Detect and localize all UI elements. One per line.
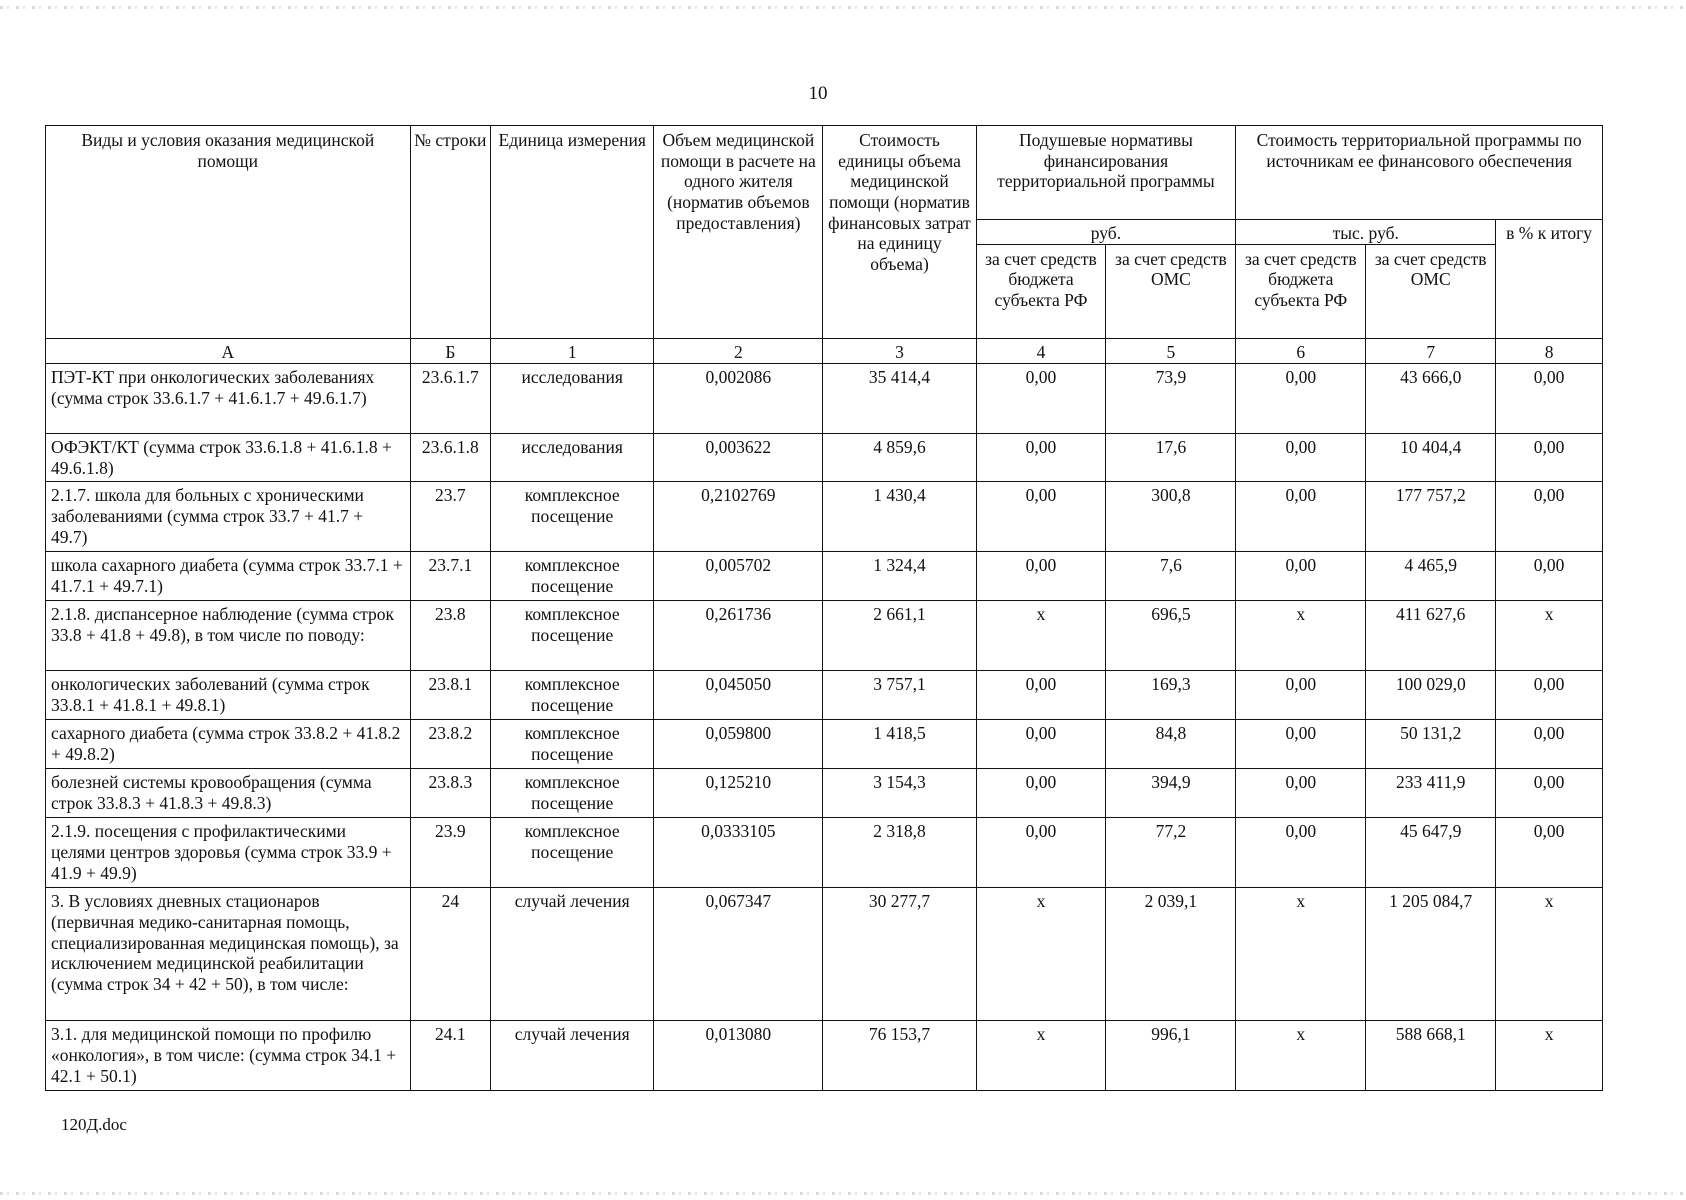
row-unit: комплексное посещение — [491, 671, 654, 720]
row-percent: 0,00 — [1496, 769, 1603, 818]
table-row — [46, 769, 1603, 818]
row-percent: 0,00 — [1496, 671, 1603, 720]
row-norm-budget: 0,00 — [976, 552, 1106, 601]
row-norm-oms: 84,8 — [1106, 720, 1236, 769]
header-total-oms: за счет средств ОМС — [1366, 244, 1496, 338]
table-row — [46, 888, 1603, 1021]
row-unit: исследования — [491, 364, 654, 434]
footer-filename: 120Д.doc — [61, 1115, 127, 1134]
row-unit-cost: 3 757,1 — [823, 671, 976, 720]
header-unit-cost: Стоимость единицы объема медицинской помощи (норматив финансовых затрат на единицу объема) — [823, 126, 976, 339]
column-index-cell: 1 — [491, 338, 654, 364]
row-total-budget: х — [1236, 601, 1366, 671]
row-name: школа сахарного диабета (сумма строк 33.7.1 + 41.7.1 + 49.7.1) — [46, 552, 411, 601]
table-row — [46, 601, 1603, 671]
row-line-number: 24 — [410, 888, 491, 1021]
row-norm-oms: 77,2 — [1106, 818, 1236, 888]
row-total-oms: 45 647,9 — [1366, 818, 1496, 888]
row-line-number: 23.7.1 — [410, 552, 491, 601]
row-total-budget: 0,00 — [1236, 552, 1366, 601]
row-name: сахарного диабета (сумма строк 33.8.2 + 41.8.2 + 49.8.2) — [46, 720, 411, 769]
row-name: онкологических заболеваний (сумма строк 33.8.1 + 41.8.1 + 49.8.1) — [46, 671, 411, 720]
row-volume: 0,002086 — [654, 364, 823, 434]
row-unit: комплексное посещение — [491, 769, 654, 818]
row-norm-oms: 300,8 — [1106, 482, 1236, 552]
header-percent-of-total: в % к итогу — [1496, 220, 1603, 339]
column-index-cell: 7 — [1366, 338, 1496, 364]
row-unit: случай лечения — [491, 1021, 654, 1091]
row-unit-cost: 2 661,1 — [823, 601, 976, 671]
row-percent: 0,00 — [1496, 364, 1603, 434]
row-name: 2.1.7. школа для больных с хроническими заболеваниями (сумма строк 33.7 + 41.7 + 49.7) — [46, 482, 411, 552]
row-name: 3. В условиях дневных стационаров (первичная медико-санитарная помощь, специализированная медицинская помощь), за исключением медицинской реабилитации (сумма строк 34 + 42 + 50), в том числе: — [46, 888, 411, 1021]
row-name: 2.1.9. посещения с профилактическими целями центров здоровья (сумма строк 33.9 + 41.9 + 49.9) — [46, 818, 411, 888]
row-unit: комплексное посещение — [491, 720, 654, 769]
header-volume: Объем медицинской помощи в расчете на одного жителя (норматив объемов предоставления) — [654, 126, 823, 339]
header-norm-budget: за счет средств бюджета субъекта РФ — [976, 244, 1106, 338]
row-norm-oms: 169,3 — [1106, 671, 1236, 720]
row-unit-cost: 1 418,5 — [823, 720, 976, 769]
row-unit: комплексное посещение — [491, 552, 654, 601]
column-index-cell: Б — [410, 338, 491, 364]
header-kinds-of-care: Виды и условия оказания медицинской помощи — [46, 126, 411, 339]
header-norm-oms: за счет средств ОМС — [1106, 244, 1236, 338]
row-total-budget: 0,00 — [1236, 671, 1366, 720]
row-total-oms: 4 465,9 — [1366, 552, 1496, 601]
row-volume: 0,013080 — [654, 1021, 823, 1091]
row-total-oms: 100 029,0 — [1366, 671, 1496, 720]
row-unit: комплексное посещение — [491, 601, 654, 671]
row-line-number: 23.8.1 — [410, 671, 491, 720]
row-line-number: 23.6.1.7 — [410, 364, 491, 434]
row-unit-cost: 2 318,8 — [823, 818, 976, 888]
row-name: ОФЭКТ/КТ (сумма строк 33.6.1.8 + 41.6.1.8 + 49.6.1.8) — [46, 434, 411, 482]
column-index-cell: 2 — [654, 338, 823, 364]
row-norm-budget: 0,00 — [976, 818, 1106, 888]
row-norm-budget: 0,00 — [976, 434, 1106, 482]
row-norm-oms: 7,6 — [1106, 552, 1236, 601]
row-percent: 0,00 — [1496, 552, 1603, 601]
column-index-row — [46, 338, 1603, 364]
table-row — [46, 818, 1603, 888]
table-row — [46, 364, 1603, 434]
row-unit-cost: 76 153,7 — [823, 1021, 976, 1091]
table-row — [46, 1021, 1603, 1091]
row-volume: 0,125210 — [654, 769, 823, 818]
column-index-cell: 6 — [1236, 338, 1366, 364]
row-unit: комплексное посещение — [491, 818, 654, 888]
header-unit-thousand-rub: тыс. руб. — [1236, 220, 1496, 245]
row-unit-cost: 4 859,6 — [823, 434, 976, 482]
column-index-cell: 8 — [1496, 338, 1603, 364]
row-norm-budget: х — [976, 601, 1106, 671]
row-name: болезней системы кровообращения (сумма строк 33.8.3 + 41.8.3 + 49.8.3) — [46, 769, 411, 818]
row-norm-budget: х — [976, 1021, 1106, 1091]
row-total-budget: 0,00 — [1236, 720, 1366, 769]
row-norm-budget: 0,00 — [976, 720, 1106, 769]
row-total-oms: 10 404,4 — [1366, 434, 1496, 482]
header-unit-rub: руб. — [976, 220, 1236, 245]
row-percent: 0,00 — [1496, 434, 1603, 482]
row-name: 3.1. для медицинской помощи по профилю «онкология», в том числе: (сумма строк 34.1 + 42.1 + 50.1) — [46, 1021, 411, 1091]
row-line-number: 23.9 — [410, 818, 491, 888]
row-volume: 0,005702 — [654, 552, 823, 601]
row-unit: комплексное посещение — [491, 482, 654, 552]
column-index-cell: 3 — [823, 338, 976, 364]
row-unit-cost: 30 277,7 — [823, 888, 976, 1021]
row-total-oms: 588 668,1 — [1366, 1021, 1496, 1091]
row-total-budget: 0,00 — [1236, 769, 1366, 818]
header-total-budget: за счет средств бюджета субъекта РФ — [1236, 244, 1366, 338]
header-unit: Единица измерения — [491, 126, 654, 339]
column-index-cell: 5 — [1106, 338, 1236, 364]
row-norm-budget: 0,00 — [976, 482, 1106, 552]
row-unit-cost: 35 414,4 — [823, 364, 976, 434]
row-percent: х — [1496, 888, 1603, 1021]
row-total-oms: 1 205 084,7 — [1366, 888, 1496, 1021]
header-line-number: № строки — [410, 126, 491, 339]
row-norm-oms: 394,9 — [1106, 769, 1236, 818]
row-unit: случай лечения — [491, 888, 654, 1021]
row-volume: 0,2102769 — [654, 482, 823, 552]
row-line-number: 23.7 — [410, 482, 491, 552]
row-total-budget: 0,00 — [1236, 482, 1366, 552]
row-total-oms: 43 666,0 — [1366, 364, 1496, 434]
row-total-budget: 0,00 — [1236, 434, 1366, 482]
row-unit-cost: 1 324,4 — [823, 552, 976, 601]
row-line-number: 23.6.1.8 — [410, 434, 491, 482]
row-total-budget: х — [1236, 1021, 1366, 1091]
row-unit: исследования — [491, 434, 654, 482]
row-total-budget: 0,00 — [1236, 364, 1366, 434]
table-row — [46, 671, 1603, 720]
column-index-cell: А — [46, 338, 411, 364]
row-percent: 0,00 — [1496, 720, 1603, 769]
row-total-oms: 50 131,2 — [1366, 720, 1496, 769]
column-index-cell: 4 — [976, 338, 1106, 364]
row-name: 2.1.8. диспансерное наблюдение (сумма строк 33.8 + 41.8 + 49.8), в том числе по поводу: — [46, 601, 411, 671]
row-line-number: 23.8.3 — [410, 769, 491, 818]
scan-edge-top — [0, 6, 1686, 9]
row-norm-oms: 696,5 — [1106, 601, 1236, 671]
row-volume: 0,003622 — [654, 434, 823, 482]
row-percent: 0,00 — [1496, 818, 1603, 888]
row-norm-budget: 0,00 — [976, 671, 1106, 720]
row-line-number: 24.1 — [410, 1021, 491, 1091]
financing-table — [45, 125, 1603, 1091]
row-norm-oms: 17,6 — [1106, 434, 1236, 482]
row-norm-budget: 0,00 — [976, 769, 1106, 818]
row-norm-oms: 996,1 — [1106, 1021, 1236, 1091]
row-volume: 0,059800 — [654, 720, 823, 769]
header-program-cost: Стоимость территориальной программы по источникам ее финансового обеспечения — [1236, 126, 1603, 220]
row-norm-budget: х — [976, 888, 1106, 1021]
row-total-oms: 233 411,9 — [1366, 769, 1496, 818]
table-row — [46, 552, 1603, 601]
scan-edge-bottom — [0, 1192, 1686, 1195]
row-unit-cost: 1 430,4 — [823, 482, 976, 552]
row-percent: 0,00 — [1496, 482, 1603, 552]
table-row — [46, 720, 1603, 769]
row-total-budget: х — [1236, 888, 1366, 1021]
row-line-number: 23.8 — [410, 601, 491, 671]
table-row — [46, 434, 1603, 482]
row-norm-oms: 73,9 — [1106, 364, 1236, 434]
row-total-budget: 0,00 — [1236, 818, 1366, 888]
row-line-number: 23.8.2 — [410, 720, 491, 769]
row-total-oms: 411 627,6 — [1366, 601, 1496, 671]
header-per-capita-normatives: Подушевые нормативы финансирования территориальной программы — [976, 126, 1236, 220]
row-total-oms: 177 757,2 — [1366, 482, 1496, 552]
row-percent: х — [1496, 601, 1603, 671]
row-volume: 0,045050 — [654, 671, 823, 720]
row-percent: х — [1496, 1021, 1603, 1091]
row-volume: 0,261736 — [654, 601, 823, 671]
row-norm-budget: 0,00 — [976, 364, 1106, 434]
page-number: 10 — [808, 83, 828, 104]
row-name: ПЭТ-КТ при онкологических заболеваниях (сумма строк 33.6.1.7 + 41.6.1.7 + 49.6.1.7) — [46, 364, 411, 434]
row-unit-cost: 3 154,3 — [823, 769, 976, 818]
row-volume: 0,0333105 — [654, 818, 823, 888]
row-norm-oms: 2 039,1 — [1106, 888, 1236, 1021]
table-row — [46, 482, 1603, 552]
row-volume: 0,067347 — [654, 888, 823, 1021]
